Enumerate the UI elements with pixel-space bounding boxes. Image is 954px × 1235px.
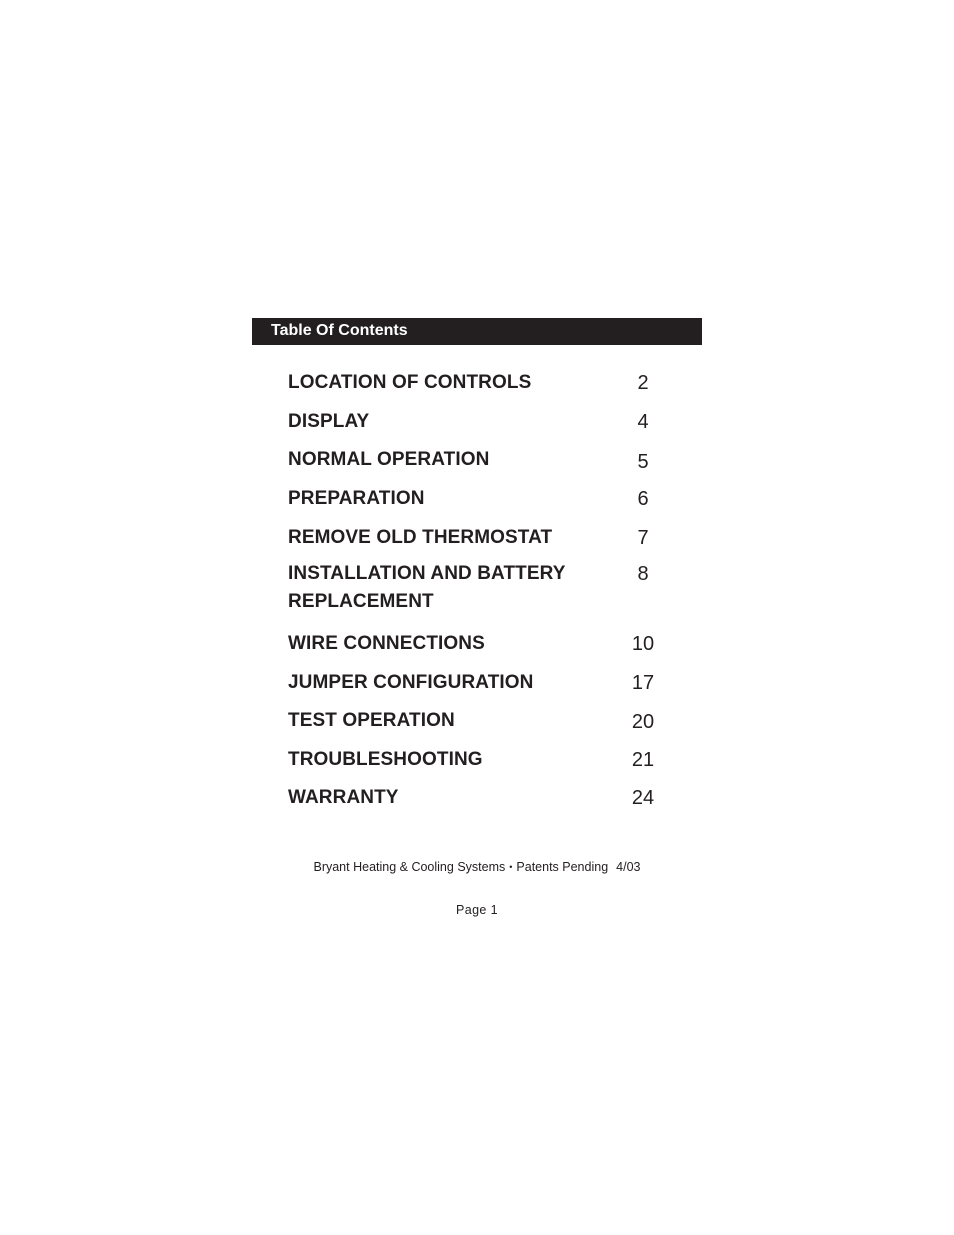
bullet-separator-icon: • [509, 862, 513, 872]
toc-entry-label: WIRE CONNECTIONS [288, 633, 485, 654]
page-number: Page 1 [455, 903, 499, 917]
toc-entry-label: TROUBLESHOOTING [288, 749, 483, 770]
footer-date: 4/03 [616, 860, 641, 874]
toc-entry-page: 6 [637, 488, 649, 510]
toc-entry-page: 24 [631, 787, 655, 809]
toc-entry-page: 7 [637, 527, 649, 549]
toc-entry-page: 17 [631, 672, 655, 694]
toc-entry-page: 4 [637, 411, 649, 433]
toc-entry-label: DISPLAY [288, 411, 370, 432]
toc-title: Table Of Contents [271, 322, 408, 339]
toc-entry-page: 21 [631, 749, 655, 771]
toc-entry-page: 5 [637, 451, 649, 473]
toc-header-bar [252, 318, 702, 345]
footer-patents: Patents Pending [516, 860, 609, 874]
toc-entry-page: 10 [631, 633, 655, 655]
toc-entry-page: 8 [637, 563, 649, 585]
toc-entry-label: JUMPER CONFIGURATION [288, 672, 534, 693]
toc-entry-label: WARRANTY [288, 787, 399, 808]
toc-entry-page: 20 [631, 711, 655, 733]
toc-entry-label: PREPARATION [288, 488, 425, 509]
toc-entry-page: 2 [637, 372, 649, 394]
footer-credits [0, 859, 954, 875]
toc-entry-label: TEST OPERATION [288, 710, 455, 731]
toc-entry-label: NORMAL OPERATION [288, 449, 490, 470]
toc-entry-label: INSTALLATION AND BATTERY REPLACEMENT [288, 563, 566, 612]
toc-entry-label: LOCATION OF CONTROLS [288, 372, 532, 393]
footer-company: Bryant Heating & Cooling Systems [313, 860, 506, 874]
toc-entry-label: REMOVE OLD THERMOSTAT [288, 527, 553, 548]
